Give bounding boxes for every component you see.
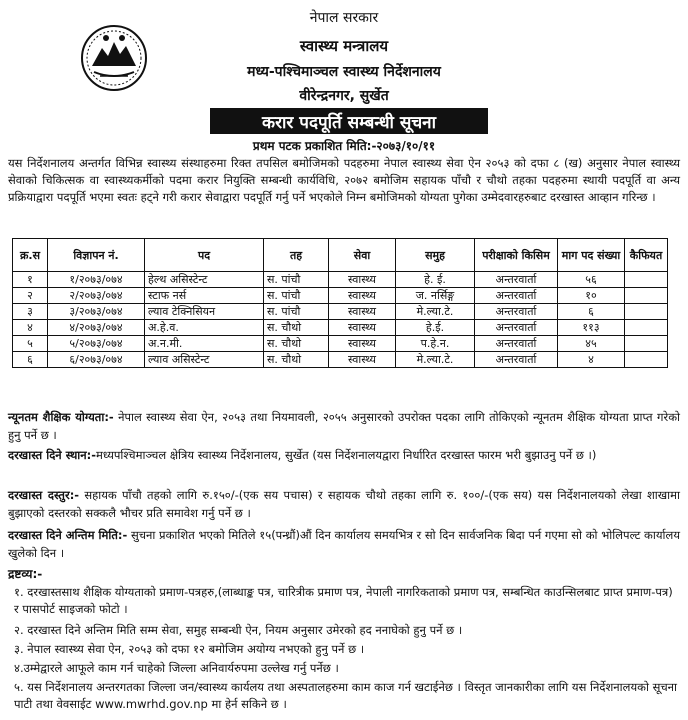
- cell-ad-no: ४/२०७३/०७४: [48, 320, 145, 336]
- cell-remarks: [625, 320, 668, 336]
- cell-exam: अन्तरवार्ता: [475, 320, 558, 336]
- cell-exam: अन्तरवार्ता: [475, 272, 558, 288]
- col-exam-type: परीक्षाको किसिम: [475, 239, 558, 272]
- cell-post: हेल्थ असिस्टेन्ट: [145, 272, 264, 288]
- application-place-section: [8, 446, 680, 464]
- cell-exam: अन्तरवार्ता: [475, 336, 558, 352]
- cell-ad-no: १/२०७३/०७४: [48, 272, 145, 288]
- col-group: समुह: [396, 239, 475, 272]
- cell-sn: ४: [13, 320, 48, 336]
- cell-ad-no: ६/२०७३/०७४: [48, 352, 145, 368]
- place-label: दरखास्त दिने स्थान:-: [8, 448, 97, 462]
- government-line: नेपाल सरकार: [309, 10, 379, 26]
- col-service: सेवा: [329, 239, 396, 272]
- col-demand: माग पद संख्या: [558, 239, 625, 272]
- col-ad-no: विज्ञापन नं.: [48, 239, 145, 272]
- cell-level: स. पांचौ: [264, 272, 329, 288]
- publish-date: प्रथम पटक प्रकाशित मिति:-२०७३/१०/११: [252, 139, 436, 153]
- cell-sn: १: [13, 272, 48, 288]
- cell-ad-no: ५/२०७३/०७४: [48, 336, 145, 352]
- table-row: [13, 336, 668, 352]
- table-row: [13, 288, 668, 304]
- cell-sn: ६: [13, 352, 48, 368]
- application-fee-section: [8, 486, 680, 522]
- cell-demand: १०: [558, 288, 625, 304]
- cell-remarks: [625, 304, 668, 320]
- deadline-section: [8, 526, 680, 562]
- cell-demand: ४: [558, 352, 625, 368]
- cell-sn: २: [13, 288, 48, 304]
- cell-post: अ.न.मी.: [145, 336, 264, 352]
- table-row: [13, 272, 668, 288]
- fee-text: सहायक पाँचौ तहको लागि रु.१५०/-(एक सय पचास) र सहायक चौथो तहका लागि रु. १००/-(एक सय) यस निर्देशनालयको लेखा शाखामा बुझाएको दस्तरको सक्कलै भौचर प्रति समावेश गर्नु पर्ने छ ।: [8, 488, 680, 520]
- cell-level: स. चौथो: [264, 352, 329, 368]
- cell-group: ज. नर्सिङ्ग: [396, 288, 475, 304]
- notes-title: द्रष्टव्य:-: [8, 567, 43, 581]
- cell-service: स्वास्थ्य: [329, 288, 396, 304]
- cell-post: स्टाफ नर्स: [145, 288, 264, 304]
- fee-label: दरखास्त दस्तुर:-: [8, 488, 80, 502]
- cell-post: अ.हे.व.: [145, 320, 264, 336]
- cell-exam: अन्तरवार्ता: [475, 288, 558, 304]
- cell-level: स. पांचौ: [264, 304, 329, 320]
- cell-group: प.हे.न.: [396, 336, 475, 352]
- cell-level: स. चौथो: [264, 336, 329, 352]
- cell-remarks: [625, 272, 668, 288]
- cell-service: स्वास्थ्य: [329, 320, 396, 336]
- directorate-line: मध्य-पश्चिमाञ्चल स्वास्थ्य निर्देशनालय: [247, 64, 441, 80]
- cell-level: स. चौथो: [264, 320, 329, 336]
- cell-service: स्वास्थ्य: [329, 352, 396, 368]
- intro-paragraph: यस निर्देशनालय अन्तर्गत विभिन्न स्वास्थ्य संस्थाहरुमा रिक्त तपसिल बमोजिमको पदहरुमा नेपाल स्वास्थ्य सेवा ऐन २०५३ को दफा ८ (ख) अनुसार नेपाल स्वास्थ्य सेवाको चिकित्सक वा स्वास्थ्यकर्मीको पदमा करार नियुक्ति सम्बन्धी कार्यविधि, २०७२ बमोजिम सहायक पाँचौ र चौथो तहका पदहरुमा स्थायी पदपूर्ति वा अन्य प्रक्रियाद्वारा पदपूर्ति भएमा स्वतः हट्ने गरी करार सेवाद्वारा पदपूर्ति गर्नु पर्ने भएकोले निम्न बमोजिमको योग्यता पुगेका उम्मेदवारहरुबाट दरखास्त आव्हान गरिन्छ ।: [8, 156, 680, 204]
- cell-post: ल्याव टेक्निसियन: [145, 304, 264, 320]
- cell-group: हे. ई.: [396, 272, 475, 288]
- cell-group: हे.ई.: [396, 320, 475, 336]
- cell-demand: ५६: [558, 272, 625, 288]
- cell-post: ल्याव असिस्टेन्ट: [145, 352, 264, 368]
- nepal-government-emblem-icon: [80, 24, 148, 92]
- qualification-section: [8, 408, 680, 444]
- place-text: मध्यपश्चिमाञ्चल क्षेत्रिय स्वास्थ्य निर्देशनालय, सुर्खेत (यस निर्देशनालयद्वारा निर्धारित दरखास्त फारम भरी बुझाउनु पर्ने छ ।): [96, 448, 597, 462]
- cell-exam: अन्तरवार्ता: [475, 352, 558, 368]
- notice-title: करार पदपूर्ति सम्बन्धी सूचना: [210, 108, 488, 134]
- cell-remarks: [625, 288, 668, 304]
- cell-level: स. पांचौ: [264, 288, 329, 304]
- col-sn: क्र.स: [13, 239, 48, 272]
- cell-group: मे.ल्या.टे.: [396, 304, 475, 320]
- cell-service: स्वास्थ्य: [329, 336, 396, 352]
- cell-ad-no: ३/२०७३/०७४: [48, 304, 145, 320]
- note-item: ४.उम्मेद्वारले आफूले काम गर्न चाहेको जिल्ला अनिवार्यरुपमा उल्लेख गर्नु पर्नेछ ।: [14, 661, 339, 675]
- cell-sn: ५: [13, 336, 48, 352]
- cell-remarks: [625, 336, 668, 352]
- table-row: [13, 304, 668, 320]
- qualification-text: नेपाल स्वास्थ्य सेवा ऐन, २०५३ तथा नियमावली, २०५५ अनुसारको उपरोक्त पदका लागि तोकिएको न्यूनतम शैक्षिक योग्यता प्राप्त गरेको हुनु पर्ने छ ।: [8, 410, 681, 442]
- cell-service: स्वास्थ्य: [329, 272, 396, 288]
- cell-exam: अन्तरवार्ता: [475, 304, 558, 320]
- cell-ad-no: २/२०७३/०७४: [48, 288, 145, 304]
- table-header-row: [13, 239, 668, 272]
- col-post: पद: [145, 239, 264, 272]
- deadline-label: दरखास्त दिने अन्तिम मिति:-: [8, 528, 128, 542]
- cell-demand: ११३: [558, 320, 625, 336]
- letterhead: [0, 0, 688, 153]
- note-item: २. दरखास्त दिने अन्तिम मिति सम्म सेवा, समुह सम्बन्धी ऐन, नियम अनुसार उमेरको हद ननाघेको हुनु पर्ने छ ।: [14, 623, 463, 637]
- table-row: [13, 320, 668, 336]
- cell-demand: ४५: [558, 336, 625, 352]
- cell-demand: ६: [558, 304, 625, 320]
- qualification-label: न्यूनतम शैक्षिक योग्यता:-: [8, 410, 114, 424]
- vacancy-table: [12, 238, 668, 368]
- cell-sn: ३: [13, 304, 48, 320]
- ministry-line: स्वास्थ्य मन्त्रालय: [299, 37, 389, 55]
- table-row: [13, 352, 668, 368]
- deadline-text: सुचना प्रकाशित भएको मितिले १५(पन्ध्रौं)औं दिन कार्यालय समयभित्र र सो दिन सार्वजनिक बिदा पर्न गएमा सो को भोलिपल्ट कार्यालय खुलेको दिन ।: [8, 528, 680, 560]
- cell-service: स्वास्थ्य: [329, 304, 396, 320]
- address-line: वीरेन्द्रनगर, सुर्खेत: [299, 88, 389, 104]
- note-item: ५. यस निर्देशनालय अन्तरगतका जिल्ला जन/स्वास्थ्य कार्यलय तथा अस्पतालहरुमा काम काज गर्न खटाईनेछ । विस्तृत जानकारीका लागि यस निर्देशनालयको सूचना पाटी तथा वेवसाईट www.mwrhd.gov.np मा हेर्न सकिने छ ।: [14, 680, 678, 711]
- col-remarks: कैफियत: [625, 239, 668, 272]
- col-level: तह: [264, 239, 329, 272]
- cell-remarks: [625, 352, 668, 368]
- note-item: ३. नेपाल स्वास्थ्य सेवा ऐन, २०५३ को दफा १२ बमोजिम अयोग्य नभएको हुनु पर्ने छ ।: [14, 642, 365, 656]
- note-item: १. दरखास्तसाथ शैक्षिक योग्यताको प्रमाण-पत्रहरु,(लाब्धाङ्क पत्र, चारित्रीक प्रमाण पत्र, नेपाली नागरिकताको प्रमाण पत्र, सम्बन्धित काउन्सिलबाट प्राप्त प्रमाण-पत्र) र पासपोर्ट साइजको फोटो ।: [14, 585, 673, 616]
- cell-group: मे.ल्या.टे.: [396, 352, 475, 368]
